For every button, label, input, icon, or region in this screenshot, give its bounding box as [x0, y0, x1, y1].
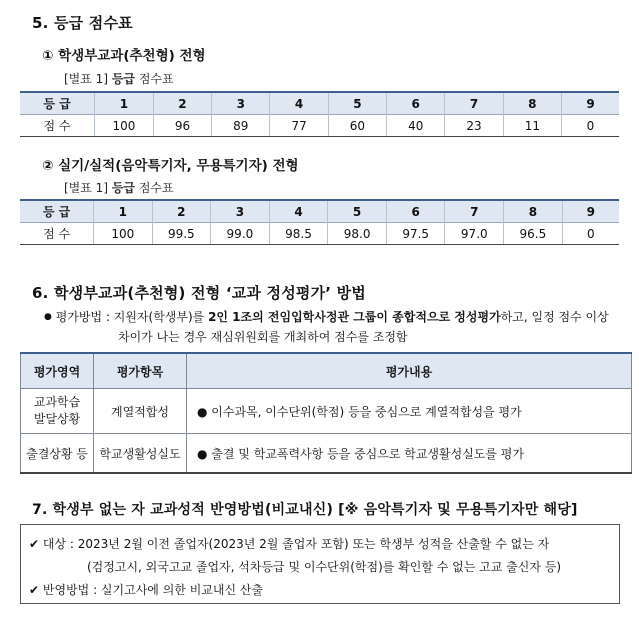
grade-cell: 8 [504, 200, 563, 223]
method-part-1: 지원자(학생부)를 [113, 310, 209, 324]
grade-cell: 9 [561, 92, 619, 115]
grade-cell: 8 [503, 92, 561, 115]
score-cell: 77 [270, 115, 328, 137]
grade-cell: 7 [445, 92, 503, 115]
score-cell: 98.0 [328, 223, 387, 245]
section-7-box [20, 524, 620, 604]
grade-row [20, 92, 619, 115]
score-row [20, 115, 619, 137]
score-cell: 99.0 [211, 223, 270, 245]
caption-rest: 점수표 [138, 181, 174, 195]
evaluation-method-line-1 [44, 308, 609, 325]
grade-cell: 3 [212, 92, 270, 115]
score-cell: 96.5 [504, 223, 563, 245]
caption-prefix: [별표 1] [64, 72, 108, 86]
grade-cell: 6 [387, 92, 445, 115]
score-cell: 89 [212, 115, 270, 137]
grade-label: 등 급 [20, 92, 95, 115]
caption-bold: 등급 [111, 72, 136, 86]
method-part-2: 하고, 일정 점수 이상 [500, 310, 609, 324]
score-cell: 0 [562, 223, 619, 245]
check-icon: ✔ [29, 537, 40, 551]
section-5-title: 5. 등급 점수표 [32, 14, 133, 32]
table-row [21, 434, 632, 474]
content-cell: ● 출결 및 학교폭력사항 등을 중심으로 학교생활성실도를 평가 [187, 434, 632, 474]
score-cell: 98.5 [269, 223, 328, 245]
area-cell: 교과학습 발달상황 [21, 389, 94, 434]
subsection-1-title: ① 학생부교과(추천형) 전형 [42, 48, 206, 64]
evaluation-table [20, 352, 632, 474]
section-6-title: 6. 학생부교과(추천형) 전형 ‘교과 정성평가’ 방법 [32, 284, 366, 302]
grade-cell: 5 [328, 92, 386, 115]
grade-cell: 7 [445, 200, 504, 223]
score-cell: 99.5 [152, 223, 211, 245]
grade-cell: 5 [328, 200, 387, 223]
grade-score-table-1 [20, 91, 619, 137]
score-cell: 96 [153, 115, 211, 137]
table-1-caption [64, 70, 174, 87]
header-area: 평가영역 [21, 353, 94, 389]
caption-prefix: [별표 1] [64, 181, 108, 195]
evaluation-header-row [21, 353, 632, 389]
grade-cell: 2 [152, 200, 211, 223]
subsection-2-title: ② 실기/실적(음악특기자, 무용특기자) 전형 [42, 158, 299, 174]
method-line [29, 581, 263, 598]
method-bold: 2인 1조의 전임입학사정관 그룹이 종합적으로 정성평가 [208, 310, 501, 324]
grade-cell: 1 [94, 200, 152, 223]
item-cell: 계열적합성 [94, 389, 187, 434]
evaluation-method-line-2: 차이가 나는 경우 재심위원회를 개최하여 점수를 조정함 [118, 330, 408, 344]
score-cell: 0 [561, 115, 619, 137]
item-cell: 학교생활성실도 [94, 434, 187, 474]
score-cell: 23 [445, 115, 503, 137]
score-cell: 97.5 [386, 223, 445, 245]
score-row [20, 223, 619, 245]
grade-cell: 3 [211, 200, 270, 223]
table-2-caption [64, 179, 174, 196]
grade-cell: 2 [153, 92, 211, 115]
target-text: 대상 : 2023년 2월 이전 졸업자(2023년 2월 졸업자 포함) 또는 학생부 성적을 산출할 수 없는 자 [42, 537, 550, 551]
grade-row [20, 200, 619, 223]
score-cell: 100 [95, 115, 154, 137]
section-7-title: 7. 학생부 없는 자 교과성적 반영방법(비교내신) [※ 음악특기자 및 무용특기자만 해당] [32, 502, 578, 518]
score-label: 점 수 [20, 115, 95, 137]
header-content: 평가내용 [187, 353, 632, 389]
target-line-2: (검정고시, 외국고교 졸업자, 석차등급 및 이수단위(학점)를 확인할 수 없는 고교 출신자 등) [87, 560, 562, 574]
target-line-1 [29, 535, 549, 552]
header-item: 평가항목 [94, 353, 187, 389]
grade-score-table-2 [20, 199, 619, 245]
score-cell: 100 [94, 223, 152, 245]
content-cell: ● 이수과목, 이수단위(학점) 등을 중심으로 계열적합성을 평가 [187, 389, 632, 434]
score-label: 점 수 [20, 223, 94, 245]
grade-cell: 4 [269, 200, 328, 223]
grade-label: 등 급 [20, 200, 94, 223]
grade-cell: 1 [95, 92, 154, 115]
score-cell: 97.0 [445, 223, 504, 245]
caption-bold: 등급 [111, 181, 136, 195]
score-cell: 60 [328, 115, 386, 137]
area-cell: 출결상황 등 [21, 434, 94, 474]
method-text: 반영방법 : 실기고사에 의한 비교내신 산출 [42, 583, 264, 597]
bullet-icon: ● [44, 312, 52, 322]
method-label: 평가방법 : [55, 310, 114, 324]
caption-rest: 점수표 [138, 72, 174, 86]
score-cell: 40 [387, 115, 445, 137]
check-icon: ✔ [29, 583, 40, 597]
grade-cell: 9 [562, 200, 619, 223]
score-cell: 11 [503, 115, 561, 137]
grade-cell: 6 [386, 200, 445, 223]
table-row [21, 389, 632, 434]
grade-cell: 4 [270, 92, 328, 115]
